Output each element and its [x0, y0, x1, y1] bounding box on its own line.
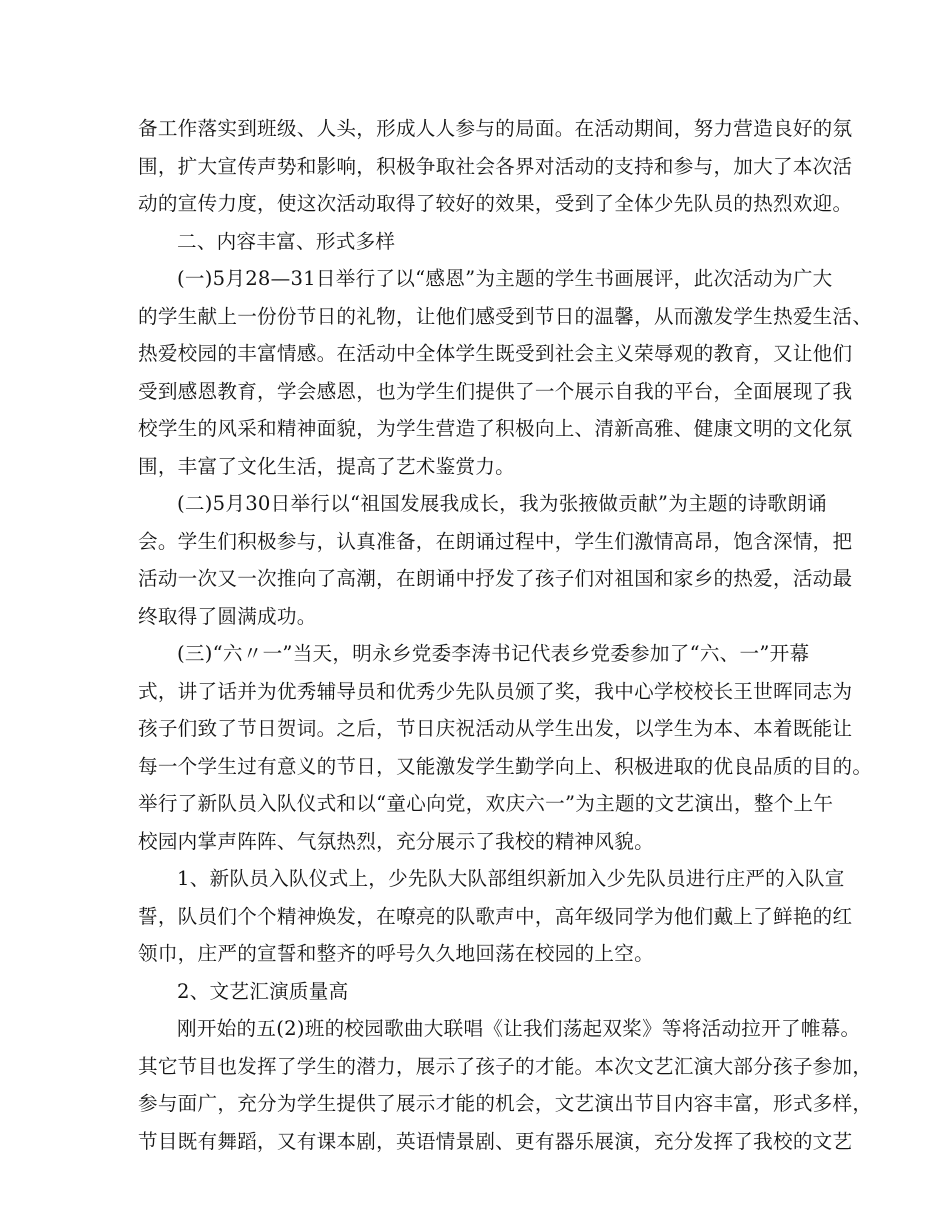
text-line: 其它节目也发挥了学生的潜力，展示了孩子的才能。本次文艺汇演大部分孩子参加，: [138, 1054, 873, 1078]
text-line: 孩子们致了节日贺词。之后，节日庆祝活动从学生出发，以学生为本、本着既能让: [138, 717, 853, 740]
text-line: 每一个学生过有意义的节日，又能激发学生勤学向上、积极进取的优良品质的目的。: [138, 754, 873, 778]
text-line: 围，扩大宣传声势和影响，积极争取社会各界对活动的支持和参与，加大了本次活: [138, 154, 853, 178]
text-line: 活动一次又一次推向了高潮，在朗诵中抒发了孩子们对祖国和家乡的热爱，活动最: [138, 567, 853, 590]
text-line: 2、文艺汇演质量高: [177, 979, 349, 1003]
text-line: 誓，队员们个个精神焕发，在嘹亮的队歌声中，高年级同学为他们戴上了鲜艳的红: [138, 904, 853, 928]
text-line: 二、内容丰富、形式多样: [177, 229, 396, 253]
text-line: 的学生献上一份份节日的礼物，让他们感受到节日的温馨，从而激发学生热爱生活、: [138, 304, 873, 328]
text-line: 刚开始的五(2)班的校园歌曲大联唱《让我们荡起双桨》等将活动拉开了帷幕。: [177, 1017, 861, 1040]
text-line: 式，讲了话并为优秀辅导员和优秀少先队员颁了奖，我中心学校校长王世晖同志为: [138, 679, 853, 703]
text-line: 校园内掌声阵阵、气氛热烈，充分展示了我校的精神风貌。: [138, 829, 654, 853]
text-line: (三)“六〃一”当天，明永乡党委李涛书记代表乡党委参加了“六、一”开幕: [177, 642, 810, 665]
text-line: 备工作落实到班级、人头，形成人人参与的局面。在活动期间，努力营造良好的氛: [138, 117, 853, 140]
text-line: 终取得了圆满成功。: [138, 604, 317, 628]
text-line: 围，丰富了文化生活，提高了艺术鉴赏力。: [138, 454, 516, 478]
text-line: 1、新队员入队仪式上，少先队大队部组织新加入少先队员进行庄严的入队宣: [177, 867, 845, 890]
text-line: 会。学生们积极参与，认真准备，在朗诵过程中，学生们激情高昂，饱含深情，把: [138, 529, 853, 553]
text-line: 热爱校园的丰富情感。在活动中全体学生既受到社会主义荣辱观的教育，又让他们: [138, 342, 853, 365]
text-line: 节目既有舞蹈，又有课本剧，英语情景剧、更有器乐展演，充分发挥了我校的文艺: [138, 1129, 853, 1153]
text-line: 受到感恩教育，学会感恩，也为学生们提供了一个展示自我的平台，全面展现了我: [138, 379, 853, 403]
document-body: [138, 110, 873, 1160]
text-line: (二)5月30日举行以“祖国发展我成长，我为张掖做贡献”为主题的诗歌朗诵: [177, 492, 827, 515]
text-line: 领巾，庄严的宣誓和整齐的呼号久久地回荡在校园的上空。: [138, 942, 654, 965]
text-line: 参与面广，充分为学生提供了展示才能的机会，文艺演出节目内容丰富，形式多样，: [138, 1092, 873, 1115]
text-line: 校学生的风采和精神面貌，为学生营造了积极向上、清新高雅、健康文明的文化氛: [138, 417, 853, 440]
text-line: 举行了新队员入队仪式和以“童心向党，欢庆六一”为主题的文艺演出，整个上午: [138, 792, 834, 815]
text-line: (一)5月28—31日举行了以“感恩”为主题的学生书画展评，此次活动为广大: [177, 267, 833, 290]
text-line: 动的宣传力度，使这次活动取得了较好的效果，受到了全体少先队员的热烈欢迎。: [138, 192, 853, 215]
